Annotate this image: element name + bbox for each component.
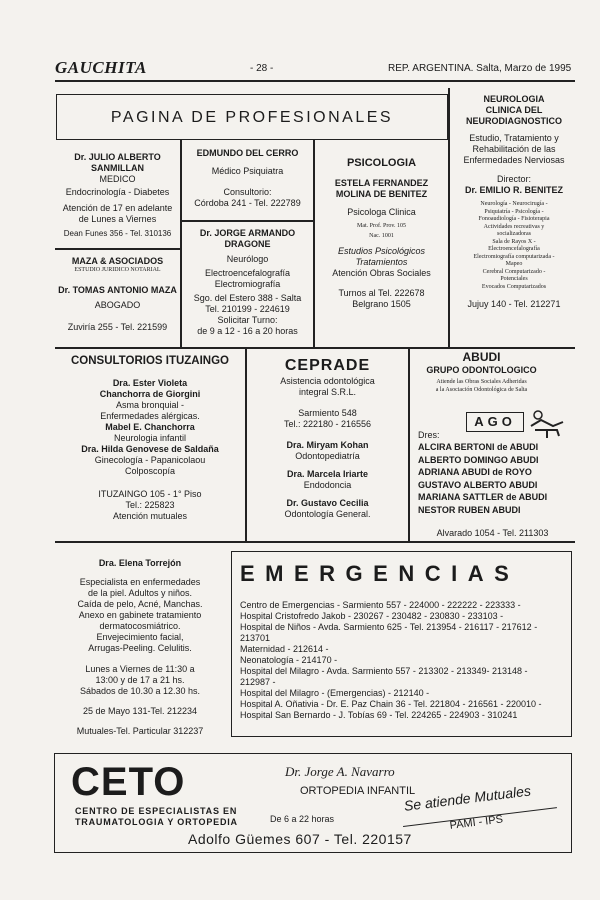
ceto-sub: TRAUMATOLOGIA Y ORTOPEDIA: [75, 817, 238, 827]
neuro-title-3: NEURODIAGNOSTICO: [465, 116, 562, 126]
ceto-doctor: Dr. Jorge A. Navarro: [285, 764, 395, 779]
maza-role: ABOGADO: [94, 299, 141, 310]
ituzaingo-title: CONSULTORIOS ITUZAINGO: [70, 355, 230, 367]
delcerro-sub: Médico Psiquiatra: [211, 166, 284, 176]
emergency-line: Neonatología - 214170 -: [240, 655, 338, 665]
ceprade-line: Dra. Marcela Iriarte: [286, 469, 369, 479]
ceto-address: Adolfo Güemes 607 - Tel. 220157: [188, 831, 412, 847]
ituzaingo-line: Neurologia infantil: [113, 433, 187, 443]
neuro-service: Mapeo: [505, 261, 523, 267]
ceprade-phone: Tel.: 222180 - 216556: [283, 419, 372, 429]
dragone-line: Tel. 210199 - 224619: [205, 304, 290, 314]
neuro-desc-2: Rehabilitación de las: [472, 144, 556, 154]
maza-block: [55, 256, 180, 333]
emergency-line: 212987 -: [240, 677, 276, 687]
dragone-line: Solicitar Turno:: [217, 315, 278, 325]
abudi-name: GUSTAVO ALBERTO ABUDI: [418, 479, 538, 490]
psicologia-block: [315, 156, 448, 310]
dragone-block: [182, 228, 313, 337]
ituzaingo-line: Colposcopía: [124, 466, 176, 476]
emergency-line: 213701: [240, 633, 271, 643]
ituzaingo-line: Ginecología - Papanicolaou: [94, 455, 206, 465]
abudi-dres-label: Dres:: [418, 430, 440, 440]
neuro-director: Dr. EMILIO R. BENITEZ: [464, 185, 563, 195]
abudi-name: ALCIRA BERTONI de ABUDI: [418, 442, 539, 452]
ituzaingo-block: [55, 354, 245, 522]
header: [55, 58, 575, 80]
ituzaingo-address: ITUZAINGO 105 - 1° Piso: [98, 489, 202, 499]
sanmillan-sub: MEDICO: [99, 174, 136, 184]
page-number: - 28 -: [250, 63, 274, 74]
neuro-title-2: CLINICA DEL: [485, 105, 543, 115]
maza-sub: ESTUDIO JURIDICO NOTARIAL: [74, 267, 161, 273]
dragone-name-1: Dr. JORGE ARMANDO: [199, 228, 296, 238]
dragone-line: Electromiografía: [214, 279, 281, 289]
ceto-logo: CETO: [71, 760, 186, 804]
psicologia-studies: Tratamientos: [355, 257, 408, 267]
psicologia-turnos: Turnos al Tel. 222678: [338, 288, 425, 298]
abudi-address: Alvarado 1054 - Tel. 211303: [436, 528, 549, 538]
neuro-address: Jujuy 140 - Tel. 212271: [467, 299, 561, 309]
neuro-service: Potenciales: [500, 276, 528, 282]
ituzaingo-line: Atención mutuales: [112, 511, 188, 521]
delcerro-name: EDMUNDO DEL CERRO: [196, 148, 299, 158]
neuro-service: Sala de Rayos X -: [492, 238, 536, 245]
ituzaingo-phone: Tel.: 225823: [125, 500, 175, 510]
ceprade-line: integral S.R.L.: [298, 387, 357, 397]
ceto-hours: De 6 a 22 horas: [270, 814, 335, 824]
abudi-title: ABUDI: [462, 350, 501, 364]
abudi-name: NESTOR RUBEN ABUDI: [418, 504, 521, 515]
neuro-service: Actividades recreativas y: [483, 223, 545, 230]
emergency-line: Maternidad - 212614 -: [240, 644, 329, 654]
psicologia-name-1: ESTELA FERNANDEZ: [334, 178, 429, 188]
sanmillan-name-2: SANMILLAN: [91, 163, 144, 173]
rule-row1: [55, 347, 575, 349]
neuro-desc-1: Estudio, Tratamiento y: [469, 133, 559, 143]
ceprade-line: Dra. Miryam Kohan: [286, 440, 369, 450]
delcerro-address: Córdoba 241 - Tel. 222789: [194, 198, 301, 208]
gauchita-logo: GAUCHITA: [55, 58, 147, 77]
torrejon-line: 13:00 y de 17 a 21 hs.: [95, 675, 185, 685]
ceprade-line: Odontología General.: [284, 509, 371, 519]
sanmillan-desc: Endocrinología - Diabetes: [65, 187, 170, 197]
abudi-name: ALBERTO DOMINGO ABUDI: [418, 454, 539, 465]
page-title: PAGINA DE PROFESIONALES: [110, 109, 394, 126]
ituzaingo-line: Enfermedades alérgicas.: [100, 411, 200, 421]
psicologia-name-2: MOLINA DE BENITEZ: [335, 189, 428, 199]
torrejon-line: Arrugas-Peeling. Celulitis.: [88, 643, 192, 653]
abudi-sub: GRUPO ODONTOLOGICO: [426, 365, 537, 375]
torrejon-line: Sábados de 10.30 a 12.30 hs.: [79, 686, 201, 696]
torrejon-line: dermatocosmiátrico.: [99, 621, 181, 631]
emergency-line: Hospital Cristofredo Jakob - 230267 - 230482 - 230830 - 233103 -: [240, 611, 504, 621]
psicologia-mat: Nac. 1001: [369, 232, 394, 239]
ituzaingo-line: Asma bronquial -: [115, 400, 185, 410]
dragone-line: de 9 a 12 - 16 a 20 horas: [197, 326, 298, 336]
abudi-name: MARIANA SATTLER de ABUDI: [418, 492, 548, 502]
sanmillan-block: [55, 152, 180, 239]
dragone-line: Neurólogo: [226, 254, 269, 264]
torrejon-line: Lunes a Viernes de 11:30 a: [85, 664, 195, 674]
sanmillan-desc: de Lunes a Viernes: [78, 214, 157, 224]
abudi-name: ADRIANA ABUDI de ROYO: [418, 467, 532, 477]
abudi-note: Atiende las Obras Sociales Adheridas: [436, 379, 527, 385]
torrejon-line: Anexo en gabinete tratamiento: [78, 610, 202, 620]
title-box: [56, 94, 448, 140]
ceprade-title: CEPRADE: [284, 357, 371, 374]
ago-logo: AGO: [466, 412, 524, 432]
neuro-service: Electroencefalografía: [488, 246, 540, 252]
maza-address: Zuviría 255 - Tel. 221599: [67, 321, 168, 332]
ceto-pami: PAMI - IPS: [449, 813, 504, 832]
psicologia-title: PSICOLOGIA: [346, 157, 417, 169]
emergency-line: Hospital A. Oñativia - Dr. E. Paz Chain 36 - Tel. 221804 - 216561 - 220010 -: [240, 699, 542, 709]
neuro-desc-3: Enfermedades Nerviosas: [463, 155, 565, 165]
emergency-line: Hospital del Milagro - Avda. Sarmiento 557 - 213302 - 213349- 213148 -: [240, 666, 528, 676]
rule-row2: [55, 541, 575, 543]
ceto-sub: CENTRO DE ESPECIALISTAS EN: [75, 806, 238, 816]
dragone-name-2: DRAGONE: [224, 239, 271, 249]
neuro-service: Electromiografía computarizada -: [473, 253, 555, 260]
ituzaingo-line: Dra. Hilda Genovese de Saldaña: [81, 444, 219, 454]
neuro-service: Evocados Computarizados: [481, 283, 547, 290]
neuro-service: Neurología - Neurocirugía -: [480, 201, 548, 207]
dragone-line: Electroencefalografía: [204, 268, 291, 278]
abudi-block: [410, 350, 578, 540]
sanmillan-desc: Atención de 17 en adelante: [62, 203, 173, 213]
ceto-box: [54, 753, 572, 853]
neuro-service: Fonoaudiología - Fisioterapia: [478, 216, 550, 222]
emergency-line: Hospital del Milagro - (Emergencias) - 212140 -: [240, 688, 430, 698]
delcerro-line: Consultorio:: [223, 187, 272, 197]
rule-delcerro: [181, 220, 313, 222]
ceprade-line: Dr. Gustavo Cecilia: [286, 498, 369, 508]
psicologia-mat: Mat. Prof. Prov. 105: [357, 223, 406, 229]
psicologia-care: Atención Obras Sociales: [332, 268, 431, 278]
maza-name: Dr. TOMAS ANTONIO MAZA: [58, 284, 177, 295]
ceprade-line: Endodoncia: [303, 480, 352, 490]
psicologia-address: Belgrano 1505: [352, 299, 411, 309]
emergencias-box: [231, 551, 572, 737]
ceprade-block: [247, 356, 408, 520]
ituzaingo-line: Dra. Ester Violeta: [112, 378, 188, 388]
emergencias-title: EMERGENCIAS: [240, 561, 520, 586]
torrejon-address: 25 de Mayo 131-Tel. 212234: [82, 706, 198, 716]
maza-title: MAZA & ASOCIADOS: [71, 256, 164, 266]
ceto-specialty: ORTOPEDIA INFANTIL: [300, 785, 416, 797]
neuro-service: socializadoras: [497, 231, 531, 237]
torrejon-phone: Mutuales-Tel. Particular 312237: [76, 726, 204, 736]
abudi-note: a la Asociación Odontológica de Salta: [435, 386, 528, 393]
emergency-line: Hospital San Bernardo - J. Tobías 69 - Tel. 224265 - 224903 - 310241: [240, 710, 518, 720]
ituzaingo-line: Chanchorra de Giorgini: [99, 389, 201, 399]
neuro-service: Psiquiatría - Psicología -: [484, 208, 544, 215]
ceto-mutuales: Se atiende Mutuales: [403, 782, 532, 814]
neuro-service: Cerebral Computarizado -: [482, 268, 546, 275]
neuro-title-1: NEUROLOGIA: [483, 94, 545, 104]
torrejon-block: [55, 558, 225, 737]
torrejon-line: Caída de pelo, Acné, Manchas.: [77, 599, 203, 609]
ceprade-address: Sarmiento 548: [298, 408, 357, 418]
ituzaingo-line: Mabel E. Chanchorra: [105, 422, 195, 432]
psicologia-sub: Psicologa Clinica: [347, 207, 416, 217]
sanmillan-name-1: Dr. JULIO ALBERTO: [74, 152, 161, 162]
ceprade-line: Asistencia odontológica: [280, 376, 375, 386]
torrejon-line: de la piel. Adultos y niños.: [87, 588, 193, 598]
emergency-line: Centro de Emergencias - Sarmiento 557 - 224000 - 222222 - 223333 -: [240, 600, 521, 610]
psicologia-studies: Estudios Psicológicos: [337, 246, 426, 256]
rule-sanmillan: [55, 248, 181, 250]
sanmillan-address: Dean Funes 356 - Tel. 310136: [63, 229, 172, 238]
delcerro-block: [182, 148, 313, 209]
neurologia-block: [450, 94, 578, 310]
dental-chair-icon: [527, 406, 567, 440]
torrejon-line: Especialista en enfermedades: [79, 577, 201, 587]
neuro-director-label: Director:: [496, 174, 531, 184]
place-date: REP. ARGENTINA. Salta, Marzo de 1995: [388, 63, 572, 74]
emergency-line: Hospital de Niños - Avda. Sarmiento 625 - Tel. 213954 - 216117 - 217612 -: [240, 622, 538, 632]
header-rule: [55, 80, 575, 82]
torrejon-line: Envejecimiento facial,: [96, 632, 184, 642]
dragone-line: Sgo. del Estero 388 - Salta: [193, 293, 302, 303]
torrejon-name: Dra. Elena Torrejón: [98, 558, 182, 568]
ceprade-line: Odontopediatría: [295, 451, 360, 461]
